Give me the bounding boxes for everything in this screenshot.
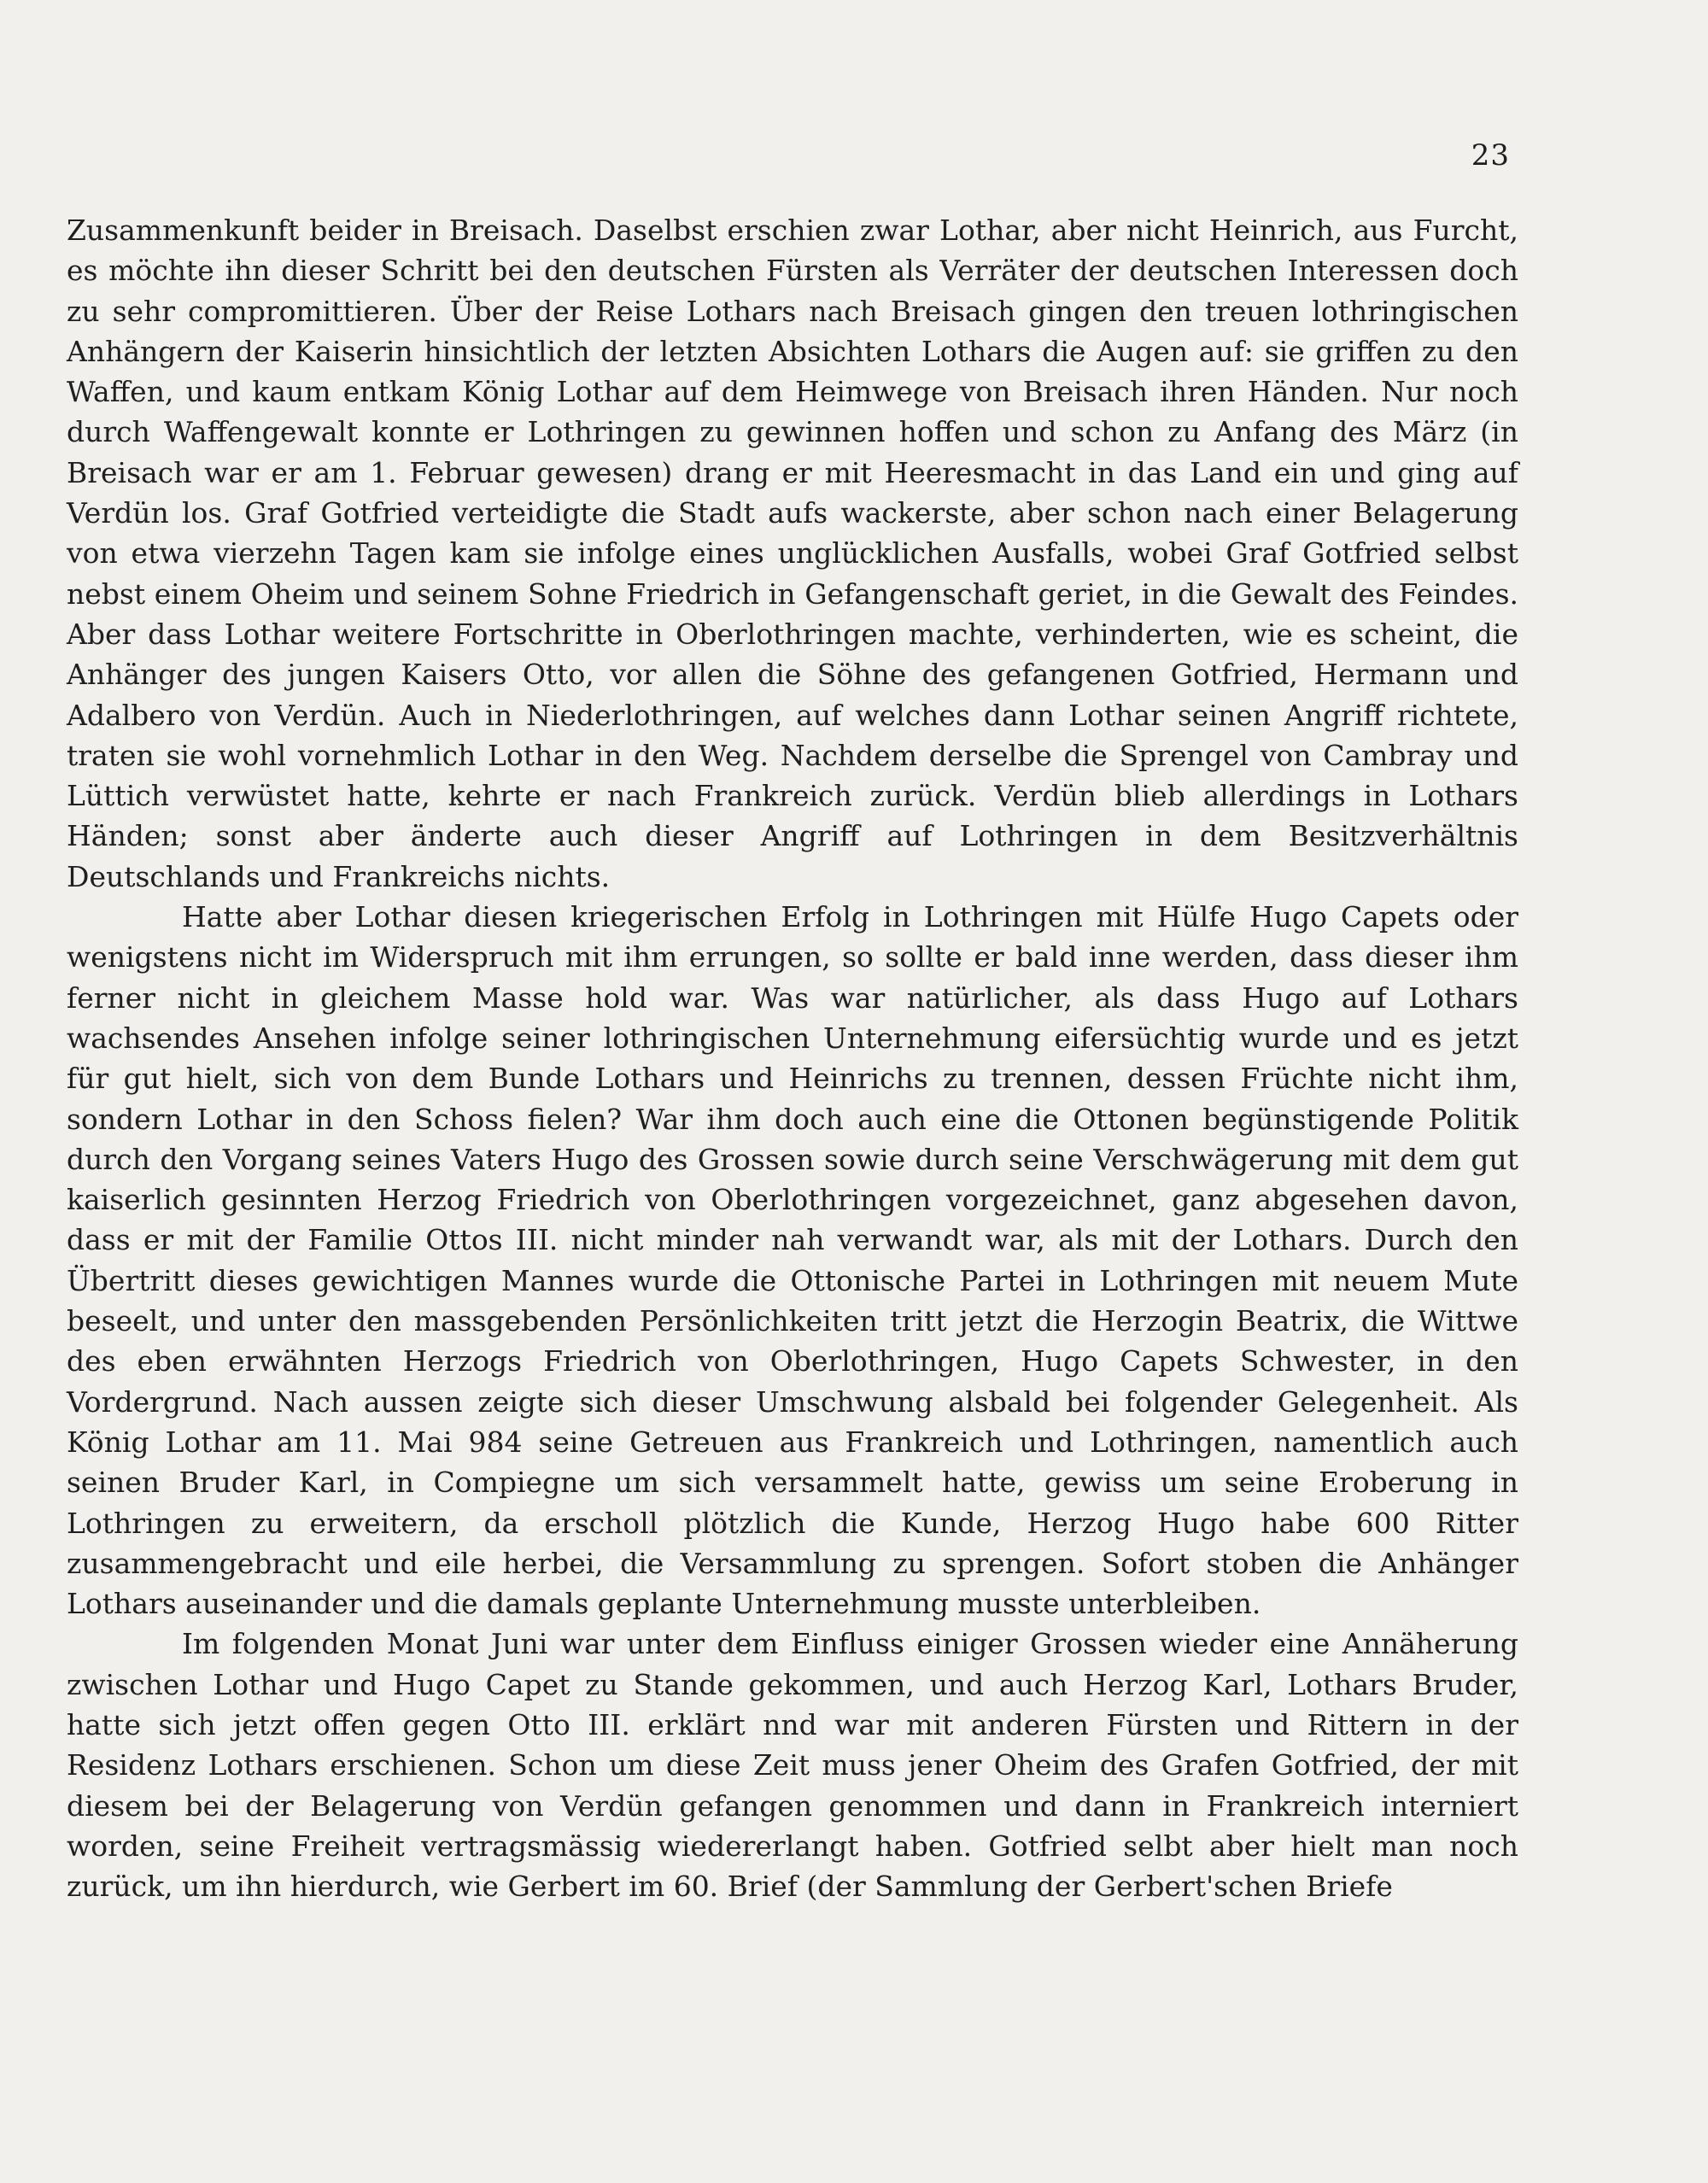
paragraph: Hatte aber Lothar diesen kriegerischen Erfolg in Lothringen mit Hülfe Hugo Capets oder wenigstens nicht im Widerspruch mit ihm errungen, so sollte er bald inne werden, dass dieser ihm ferner nicht in gleichem Masse hold war. Was war natürlicher, als dass Hugo auf Lothars wachsendes Ansehen infolge seiner lothringischen Unternehmung eifersüchtig wurde und es jetzt für gut hielt, sich von dem Bunde Lothars und Heinrichs zu trennen, dessen Früchte nicht ihm, sondern Lothar in den Schoss fielen? War ihm doch auch eine die Ottonen begünstigende Politik durch den Vorgang seines Vaters Hugo des Grossen sowie durch seine Verschwägerung mit dem gut kaiserlich gesinnten Herzog Friedrich von Oberlothringen vorgezeichnet, ganz abgesehen davon, dass er mit der Familie Ottos III. nicht minder nah verwandt war, als mit der Lothars. Durch den Übertritt dieses gewichtigen Mannes wurde die Ottonische Partei in Lothringen mit neuem Mute beseelt, und unter den massgebenden Persönlichkeiten tritt jetzt die Herzogin Beatrix, die Wittwe des eben erwähnten Herzogs Friedrich von Oberlothringen, Hugo Capets Schwester, in den Vordergrund. Nach aussen zeigte sich dieser Umschwung alsbald bei folgender Gelegenheit. Als König Lothar am 11. Mai 984 seine Getreuen aus Frankreich und Lothringen, namentlich auch seinen Bruder Karl, in Compiegne um sich versammelt hatte, gewiss um seine Eroberung in Lothringen zu erweitern, da erscholl plötzlich die Kunde, Herzog Hugo habe 600 Ritter zusammengebracht und eile herbei, die Versammlung zu sprengen. Sofort stoben die Anhänger Lothars auseinander und die damals geplante Unternehmung musste unterbleiben. — [67, 900, 1518, 1621]
paragraph: Zusammenkunft beider in Breisach. Daselbst erschien zwar Lothar, aber nicht Heinrich, aus Furcht, es möchte ihn dieser Schritt bei den deutschen Fürsten als Verräter der deutschen Interessen doch zu sehr compromittieren. Über der Reise Lothars nach Breisach gingen den treuen lothringischen Anhängern der Kaiserin hinsichtlich der letzten Absichten Lothars die Augen auf: sie griffen zu den Waffen, und kaum entkam König Lothar auf dem Heimwege von Breisach ihren Händen. Nur noch durch Waffengewalt konnte er Lothringen zu gewinnen hoffen und schon zu Anfang des März (in Breisach war er am 1. Februar gewesen) drang er mit Heeresmacht in das Land ein und ging auf Verdün los. Graf Gotfried verteidigte die Stadt aufs wackerste, aber schon nach einer Belagerung von etwa vierzehn Tagen kam sie infolge eines unglücklichen Ausfalls, wobei Graf Gotfried selbst nebst einem Oheim und seinem Sohne Friedrich in Gefangenschaft geriet, in die Gewalt des Feindes. Aber dass Lothar weitere Fortschritte in Oberlothringen machte, verhinderten, wie es scheint, die Anhänger des jungen Kaisers Otto, vor allen die Söhne des gefangenen Gotfried, Hermann und Adalbero von Verdün. Auch in Niederlothringen, auf welches dann Lothar seinen Angriff richtete, traten sie wohl vornehmlich Lothar in den Weg. Nachdem derselbe die Sprengel von Cambray und Lüttich verwüstet hatte, kehrte er nach Frankreich zurück. Verdün blieb allerdings in Lothars Händen; sonst aber änderte auch dieser Angriff auf Lothringen in dem Besitzverhältnis Deutschlands und Frankreichs nichts. — [67, 214, 1518, 893]
paragraph: Im folgenden Monat Juni war unter dem Einfluss einiger Grossen wieder eine Annäherung zwischen Lothar und Hugo Capet zu Stande gekommen, und auch Herzog Karl, Lothars Bruder, hatte sich jetzt offen gegen Otto III. erklärt nnd war mit anderen Fürsten und Rittern in der Residenz Lothars erschienen. Schon um diese Zeit muss jener Oheim des Grafen Gotfried, der mit diesem bei der Belagerung von Verdün gefangen genommen und dann in Frankreich interniert worden, seine Freiheit vertragsmässig wiedererlangt haben. Gotfried selbt aber hielt man noch zurück, um ihn hierdurch, wie Gerbert im 60. Brief (der Sammlung der Gerbert'schen Briefe — [67, 1627, 1518, 1904]
body-text — [67, 210, 1518, 1906]
page-number: 23 — [1471, 138, 1510, 173]
